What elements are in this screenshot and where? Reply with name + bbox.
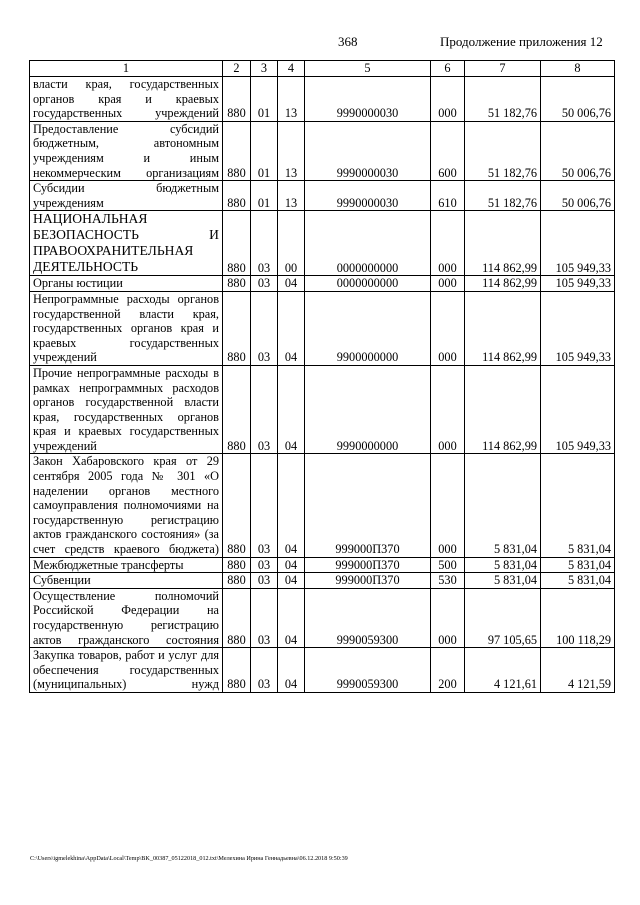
continuation-label: Продолжение приложения 12 (440, 34, 603, 49)
cell-admin-code: 880 (223, 557, 251, 573)
row-name: Осуществление полномочий Российской Федерации на государственную регистрацию актов гражданского состояния (30, 588, 223, 647)
cell-expense-type: 600 (431, 121, 465, 180)
table-header-row (30, 61, 615, 77)
column-header: 8 (541, 61, 615, 77)
cell-expense-type: 500 (431, 557, 465, 573)
cell-subsection: 04 (278, 648, 305, 693)
page-number: 368 (338, 34, 358, 49)
cell-subsection: 00 (278, 211, 305, 276)
cell-amount-1: 114 862,99 (465, 276, 541, 292)
cell-expense-type: 000 (431, 588, 465, 647)
cell-section: 03 (251, 276, 278, 292)
budget-table (29, 60, 615, 693)
table-row (30, 454, 615, 557)
row-name: Предоставление субсидий бюджетным, автономным учреждениям и иным некоммерческим организациям (30, 121, 223, 180)
cell-target-article: 0000000000 (305, 276, 431, 292)
cell-target-article: 9990059300 (305, 648, 431, 693)
cell-subsection: 04 (278, 573, 305, 589)
cell-section: 03 (251, 365, 278, 454)
cell-section: 03 (251, 211, 278, 276)
cell-amount-1: 114 862,99 (465, 365, 541, 454)
table-row (30, 181, 615, 211)
column-header: 5 (305, 61, 431, 77)
cell-amount-1: 5 831,04 (465, 557, 541, 573)
cell-amount-2: 5 831,04 (541, 454, 615, 557)
cell-amount-2: 5 831,04 (541, 557, 615, 573)
cell-target-article: 9990000000 (305, 365, 431, 454)
cell-section: 03 (251, 573, 278, 589)
row-name: Закупка товаров, работ и услуг для обеспечения государственных (муниципальных) нужд (30, 648, 223, 693)
cell-section: 01 (251, 181, 278, 211)
cell-admin-code: 880 (223, 648, 251, 693)
cell-section: 01 (251, 77, 278, 122)
table-row (30, 648, 615, 693)
cell-admin-code: 880 (223, 77, 251, 122)
cell-amount-1: 51 182,76 (465, 77, 541, 122)
cell-section: 03 (251, 588, 278, 647)
cell-target-article: 9990000030 (305, 181, 431, 211)
row-name: НАЦИОНАЛЬНАЯ БЕЗОПАСНОСТЬ И ПРАВООХРАНИТЕЛЬНАЯ ДЕЯТЕЛЬНОСТЬ (30, 211, 223, 276)
cell-amount-1: 51 182,76 (465, 121, 541, 180)
cell-subsection: 04 (278, 276, 305, 292)
row-name: Органы юстиции (30, 276, 223, 292)
row-name: Межбюджетные трансферты (30, 557, 223, 573)
table-row (30, 573, 615, 589)
cell-expense-type: 200 (431, 648, 465, 693)
cell-target-article: 0000000000 (305, 211, 431, 276)
cell-expense-type: 000 (431, 365, 465, 454)
cell-amount-1: 114 862,99 (465, 291, 541, 365)
row-name: Непрограммные расходы органов государственной власти края, государственных органов края и краевых государственных учреждений (30, 291, 223, 365)
cell-subsection: 04 (278, 365, 305, 454)
cell-expense-type: 610 (431, 181, 465, 211)
cell-target-article: 9990000030 (305, 77, 431, 122)
cell-section: 03 (251, 291, 278, 365)
row-name: власти края, государственных органов края и краевых государственных учреждений (30, 77, 223, 122)
cell-subsection: 04 (278, 291, 305, 365)
cell-admin-code: 880 (223, 291, 251, 365)
cell-amount-2: 50 006,76 (541, 121, 615, 180)
column-header: 2 (223, 61, 251, 77)
cell-section: 03 (251, 648, 278, 693)
table-row (30, 276, 615, 292)
table-row (30, 77, 615, 122)
cell-amount-1: 5 831,04 (465, 454, 541, 557)
cell-subsection: 04 (278, 454, 305, 557)
cell-section: 01 (251, 121, 278, 180)
cell-subsection: 04 (278, 588, 305, 647)
column-header: 1 (30, 61, 223, 77)
cell-target-article: 9990000030 (305, 121, 431, 180)
cell-amount-2: 50 006,76 (541, 181, 615, 211)
table-row (30, 557, 615, 573)
cell-subsection: 04 (278, 557, 305, 573)
cell-admin-code: 880 (223, 211, 251, 276)
cell-admin-code: 880 (223, 365, 251, 454)
cell-amount-2: 105 949,33 (541, 291, 615, 365)
cell-subsection: 13 (278, 77, 305, 122)
cell-expense-type: 000 (431, 211, 465, 276)
cell-section: 03 (251, 454, 278, 557)
cell-admin-code: 880 (223, 588, 251, 647)
cell-amount-1: 5 831,04 (465, 573, 541, 589)
cell-amount-2: 100 118,29 (541, 588, 615, 647)
cell-amount-1: 114 862,99 (465, 211, 541, 276)
row-name: Прочие непрограммные расходы в рамках непрограммных расходов органов государственной власти края, государственных органов края и краевых государственных учреждений (30, 365, 223, 454)
cell-amount-2: 5 831,04 (541, 573, 615, 589)
cell-amount-1: 4 121,61 (465, 648, 541, 693)
table-row (30, 588, 615, 647)
cell-amount-1: 97 105,65 (465, 588, 541, 647)
cell-target-article: 9990059300 (305, 588, 431, 647)
cell-expense-type: 000 (431, 77, 465, 122)
table-row (30, 121, 615, 180)
column-header: 3 (251, 61, 278, 77)
cell-target-article: 999000П370 (305, 557, 431, 573)
cell-subsection: 13 (278, 121, 305, 180)
table-row (30, 365, 615, 454)
cell-admin-code: 880 (223, 454, 251, 557)
row-name: Субвенции (30, 573, 223, 589)
table-row (30, 291, 615, 365)
cell-section: 03 (251, 557, 278, 573)
column-header: 4 (278, 61, 305, 77)
cell-expense-type: 000 (431, 454, 465, 557)
cell-expense-type: 530 (431, 573, 465, 589)
cell-amount-2: 105 949,33 (541, 365, 615, 454)
cell-admin-code: 880 (223, 276, 251, 292)
cell-expense-type: 000 (431, 291, 465, 365)
row-name: Закон Хабаровского края от 29 сентября 2005 года № 301 «О наделении органов местного самоуправления полномочиями на государственную регистрацию актов гражданского состояния» (за счет средств краевого бюджета) (30, 454, 223, 557)
cell-amount-2: 50 006,76 (541, 77, 615, 122)
column-header: 7 (465, 61, 541, 77)
footer-file-path: C:\Users\igmelekhina\AppData\Local\Temp\BK_00387_05122018_012.txt\Мелехина Ирина Геннадьевна\06.12.2018 9:50:39 (30, 855, 348, 862)
cell-amount-2: 105 949,33 (541, 211, 615, 276)
cell-subsection: 13 (278, 181, 305, 211)
cell-amount-2: 4 121,59 (541, 648, 615, 693)
cell-admin-code: 880 (223, 573, 251, 589)
cell-amount-2: 105 949,33 (541, 276, 615, 292)
cell-target-article: 999000П370 (305, 454, 431, 557)
cell-target-article: 9900000000 (305, 291, 431, 365)
cell-target-article: 999000П370 (305, 573, 431, 589)
cell-admin-code: 880 (223, 181, 251, 211)
cell-expense-type: 000 (431, 276, 465, 292)
cell-amount-1: 51 182,76 (465, 181, 541, 211)
cell-admin-code: 880 (223, 121, 251, 180)
column-header: 6 (431, 61, 465, 77)
table-row (30, 211, 615, 276)
row-name: Субсидии бюджетным учреждениям (30, 181, 223, 211)
